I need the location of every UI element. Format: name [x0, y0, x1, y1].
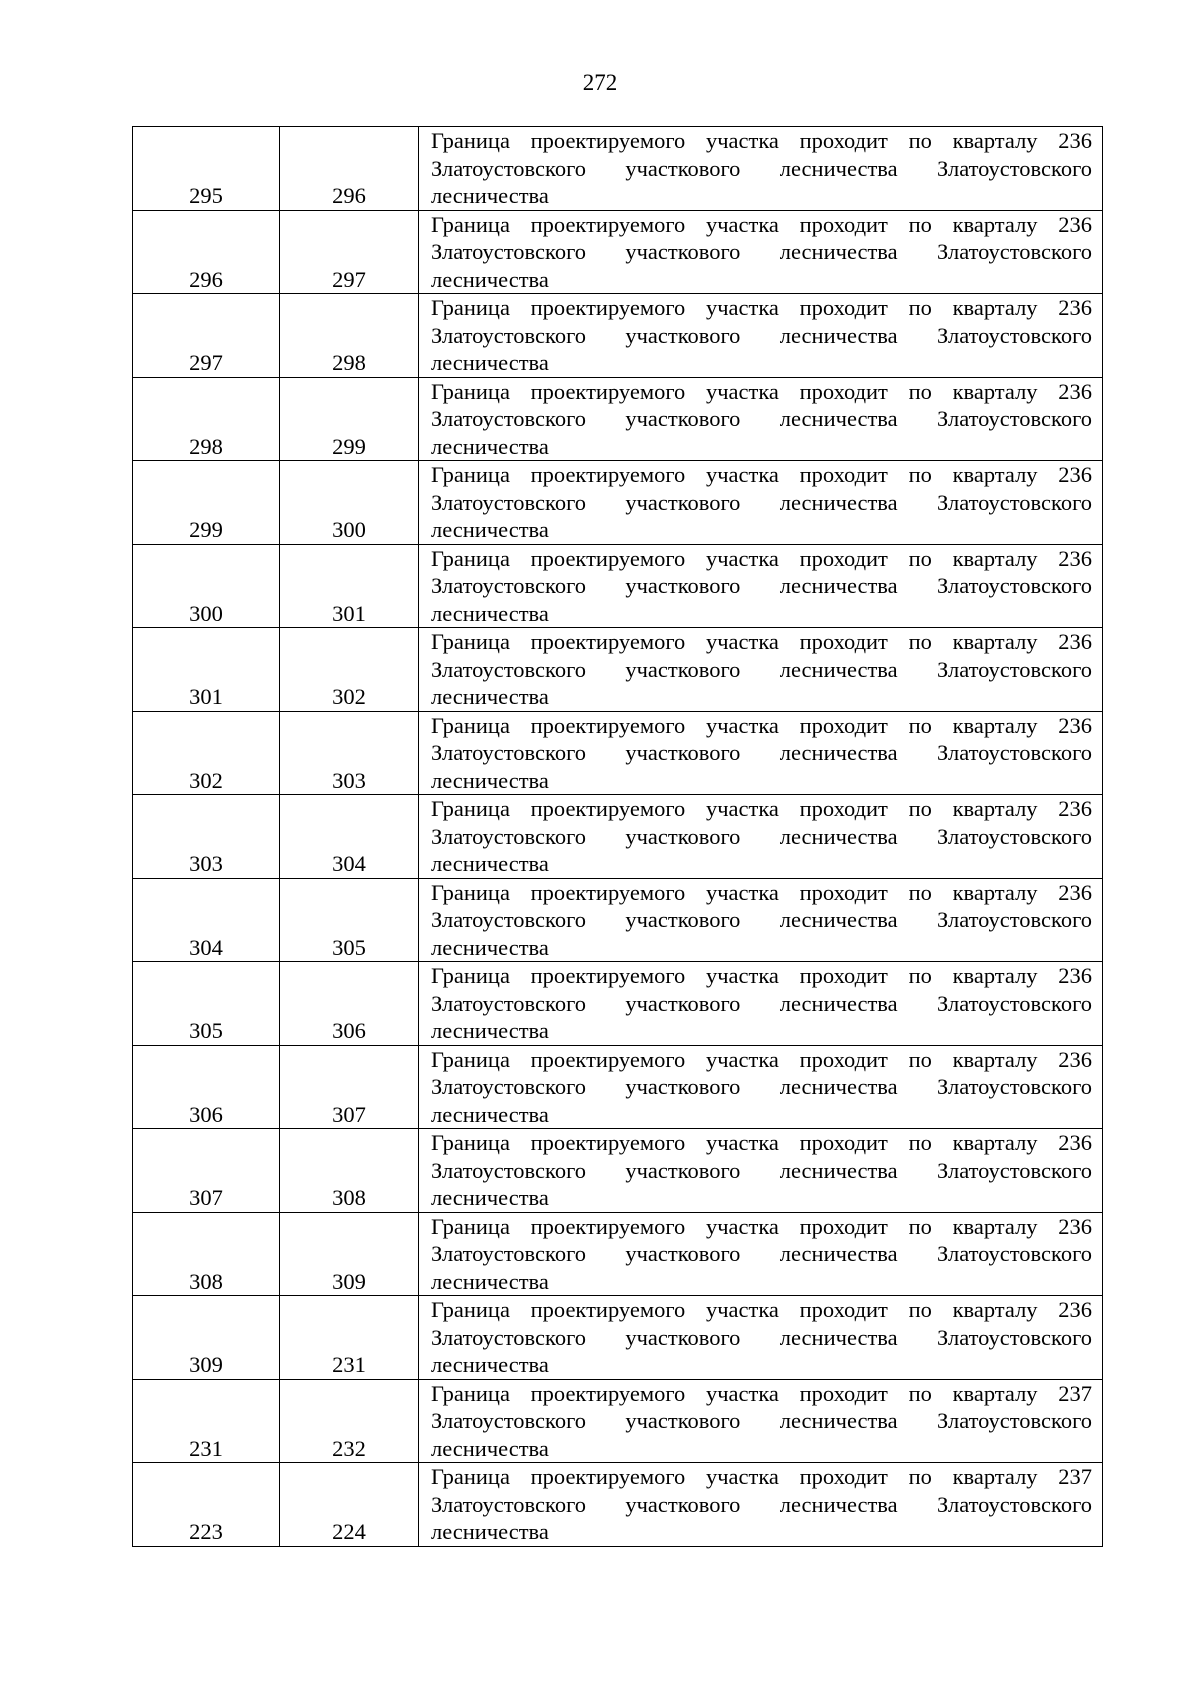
table-row	[133, 1379, 1103, 1463]
boundary-description-cell: Граница проектируемого участка проходит по кварталу 236 Златоустовского участкового лесничества Златоустовского лесничества	[419, 711, 1103, 795]
table-row	[133, 544, 1103, 628]
point-from-cell: 309	[133, 1296, 280, 1380]
table-row	[133, 1463, 1103, 1547]
point-to-cell: 309	[280, 1212, 419, 1296]
point-from-cell: 302	[133, 711, 280, 795]
point-from-cell: 297	[133, 294, 280, 378]
boundary-description-cell: Граница проектируемого участка проходит по кварталу 236 Златоустовского участкового лесничества Златоустовского лесничества	[419, 294, 1103, 378]
point-from-cell: 295	[133, 127, 280, 211]
boundary-description-cell: Граница проектируемого участка проходит по кварталу 236 Златоустовского участкового лесничества Златоустовского лесничества	[419, 628, 1103, 712]
point-from-cell: 306	[133, 1045, 280, 1129]
point-from-cell: 223	[133, 1463, 280, 1547]
point-to-cell: 306	[280, 962, 419, 1046]
boundary-description-cell: Граница проектируемого участка проходит по кварталу 236 Златоустовского участкового лесничества Златоустовского лесничества	[419, 544, 1103, 628]
boundary-description-cell: Граница проектируемого участка проходит по кварталу 236 Златоустовского участкового лесничества Златоустовского лесничества	[419, 1129, 1103, 1213]
point-to-cell: 302	[280, 628, 419, 712]
boundary-description-cell: Граница проектируемого участка проходит по кварталу 236 Златоустовского участкового лесничества Златоустовского лесничества	[419, 1045, 1103, 1129]
boundary-description-cell: Граница проектируемого участка проходит по кварталу 237 Златоустовского участкового лесничества Златоустовского лесничества	[419, 1463, 1103, 1547]
point-from-cell: 300	[133, 544, 280, 628]
boundary-description-cell: Граница проектируемого участка проходит по кварталу 237 Златоустовского участкового лесничества Златоустовского лесничества	[419, 1379, 1103, 1463]
boundary-description-cell: Граница проектируемого участка проходит по кварталу 236 Златоустовского участкового лесничества Златоустовского лесничества	[419, 795, 1103, 879]
point-from-cell: 298	[133, 377, 280, 461]
boundary-description-cell: Граница проектируемого участка проходит по кварталу 236 Златоустовского участкового лесничества Златоустовского лесничества	[419, 377, 1103, 461]
table-body	[133, 127, 1103, 1547]
point-from-cell: 305	[133, 962, 280, 1046]
point-to-cell: 231	[280, 1296, 419, 1380]
point-from-cell: 231	[133, 1379, 280, 1463]
table-row	[133, 1045, 1103, 1129]
boundary-table	[132, 126, 1103, 1547]
point-to-cell: 308	[280, 1129, 419, 1213]
point-from-cell: 307	[133, 1129, 280, 1213]
point-from-cell: 303	[133, 795, 280, 879]
page-number: 272	[582, 70, 618, 95]
boundary-description-cell: Граница проектируемого участка проходит по кварталу 236 Златоустовского участкового лесничества Златоустовского лесничества	[419, 210, 1103, 294]
point-to-cell: 299	[280, 377, 419, 461]
point-to-cell: 300	[280, 461, 419, 545]
table-row	[133, 294, 1103, 378]
table-row	[133, 210, 1103, 294]
point-from-cell: 299	[133, 461, 280, 545]
table-row	[133, 1296, 1103, 1380]
table-row	[133, 1212, 1103, 1296]
boundary-description-cell: Граница проектируемого участка проходит по кварталу 236 Златоустовского участкового лесничества Златоустовского лесничества	[419, 1212, 1103, 1296]
point-to-cell: 298	[280, 294, 419, 378]
table-row	[133, 461, 1103, 545]
point-from-cell: 308	[133, 1212, 280, 1296]
boundary-description-cell: Граница проектируемого участка проходит по кварталу 236 Златоустовского участкового лесничества Златоустовского лесничества	[419, 878, 1103, 962]
table-row	[133, 377, 1103, 461]
point-from-cell: 296	[133, 210, 280, 294]
point-to-cell: 307	[280, 1045, 419, 1129]
point-to-cell: 297	[280, 210, 419, 294]
point-to-cell: 303	[280, 711, 419, 795]
boundary-description-cell: Граница проектируемого участка проходит по кварталу 236 Златоустовского участкового лесничества Златоустовского лесничества	[419, 461, 1103, 545]
boundary-description-cell: Граница проектируемого участка проходит по кварталу 236 Златоустовского участкового лесничества Златоустовского лесничества	[419, 127, 1103, 211]
point-to-cell: 232	[280, 1379, 419, 1463]
point-to-cell: 296	[280, 127, 419, 211]
point-to-cell: 301	[280, 544, 419, 628]
table-row	[133, 1129, 1103, 1213]
point-from-cell: 301	[133, 628, 280, 712]
boundary-description-cell: Граница проектируемого участка проходит по кварталу 236 Златоустовского участкового лесничества Златоустовского лесничества	[419, 1296, 1103, 1380]
table-row	[133, 711, 1103, 795]
table-row	[133, 628, 1103, 712]
table-row	[133, 127, 1103, 211]
point-to-cell: 304	[280, 795, 419, 879]
point-to-cell: 305	[280, 878, 419, 962]
table-row	[133, 795, 1103, 879]
table-row	[133, 962, 1103, 1046]
point-to-cell: 224	[280, 1463, 419, 1547]
table-row	[133, 878, 1103, 962]
boundary-description-cell: Граница проектируемого участка проходит по кварталу 236 Златоустовского участкового лесничества Златоустовского лесничества	[419, 962, 1103, 1046]
point-from-cell: 304	[133, 878, 280, 962]
